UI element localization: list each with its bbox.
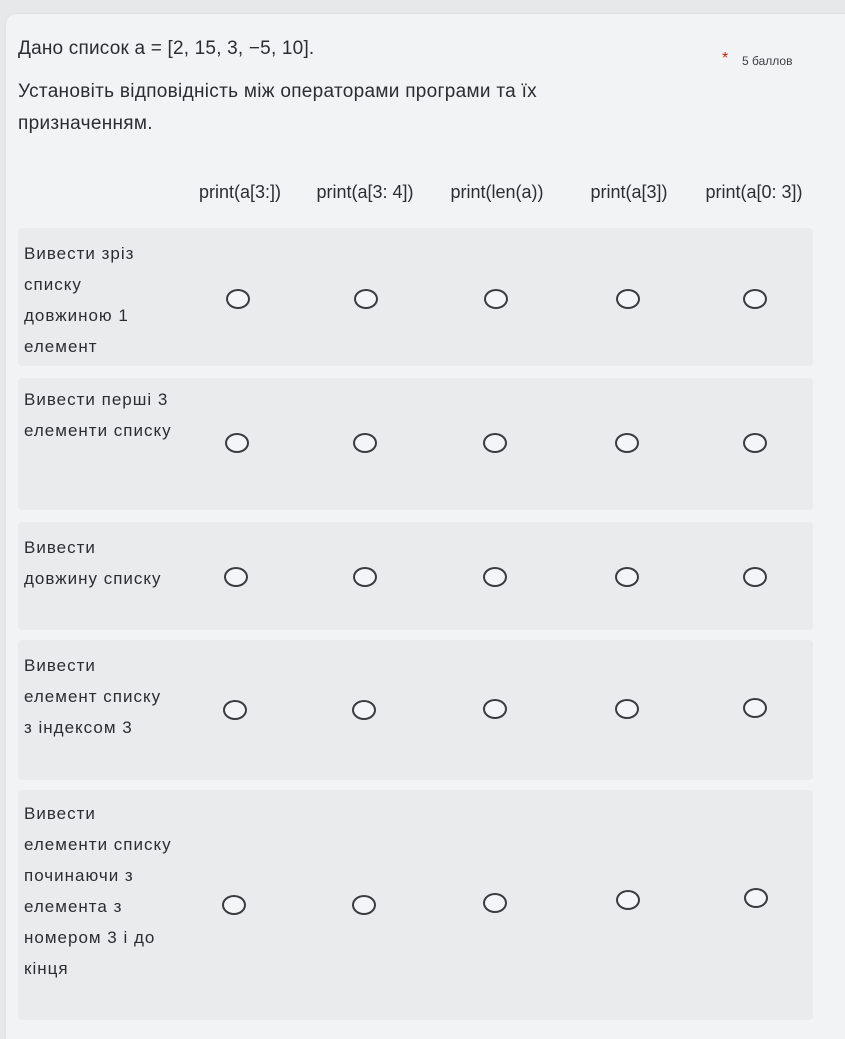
radio-row4-col5[interactable] [743,698,767,718]
grid-row-1 [18,228,813,366]
column-header-4: print(a[3]) [590,182,668,202]
radio-row2-col1[interactable] [225,433,249,453]
radio-row5-col3[interactable] [483,893,507,913]
grid-row-3 [18,522,813,630]
radio-row1-col1[interactable] [226,289,250,309]
row-label: Вивести зріз списку довжиною 1 елемент [24,244,135,356]
radio-row4-col3[interactable] [483,699,507,719]
radio-row5-col5[interactable] [744,888,768,908]
grid-row-4 [18,640,813,780]
row-label: Вивести довжину списку [24,538,162,588]
radio-row5-col4[interactable] [616,890,640,910]
radio-row5-col2[interactable] [352,895,376,915]
row-label: Вивести елементи списку починаючи з елемента з номером 3 і до кінця [24,804,172,978]
row-label: Вивести перші 3 елементи списку [24,390,172,440]
question-instruction: Установіть відповідність між операторами програми та їх призначенням. [18,81,537,134]
radio-row2-col2[interactable] [353,433,377,453]
column-header-3: print(len(a)) [450,182,544,202]
column-header-5: print(a[0: 3]) [705,182,803,202]
radio-row4-col2[interactable] [352,700,376,720]
radio-row1-col2[interactable] [354,289,378,309]
radio-row1-col5[interactable] [743,289,767,309]
column-header-1: print(a[3:]) [198,182,282,202]
radio-row3-col5[interactable] [743,567,767,587]
radio-row2-col3[interactable] [483,433,507,453]
radio-row2-col4[interactable] [615,433,639,453]
radio-row3-col4[interactable] [615,567,639,587]
radio-row5-col1[interactable] [222,895,246,915]
required-asterisk: * [722,50,729,67]
radio-row1-col4[interactable] [616,289,640,309]
radio-row1-col3[interactable] [484,289,508,309]
points-label: 5 баллов [742,54,793,68]
radio-row4-col4[interactable] [615,699,639,719]
radio-row3-col2[interactable] [353,567,377,587]
grid-row-2 [18,378,813,510]
radio-row3-col1[interactable] [224,567,248,587]
radio-row3-col3[interactable] [483,567,507,587]
question-title: Дано список a = [2, 15, 3, −5, 10]. [18,38,315,59]
radio-row4-col1[interactable] [223,700,247,720]
grid-row-5 [18,790,813,1020]
row-label: Вивести елемент списку з індексом 3 [24,656,162,737]
column-header-2: print(a[3: 4]) [316,182,414,202]
radio-row2-col5[interactable] [743,433,767,453]
